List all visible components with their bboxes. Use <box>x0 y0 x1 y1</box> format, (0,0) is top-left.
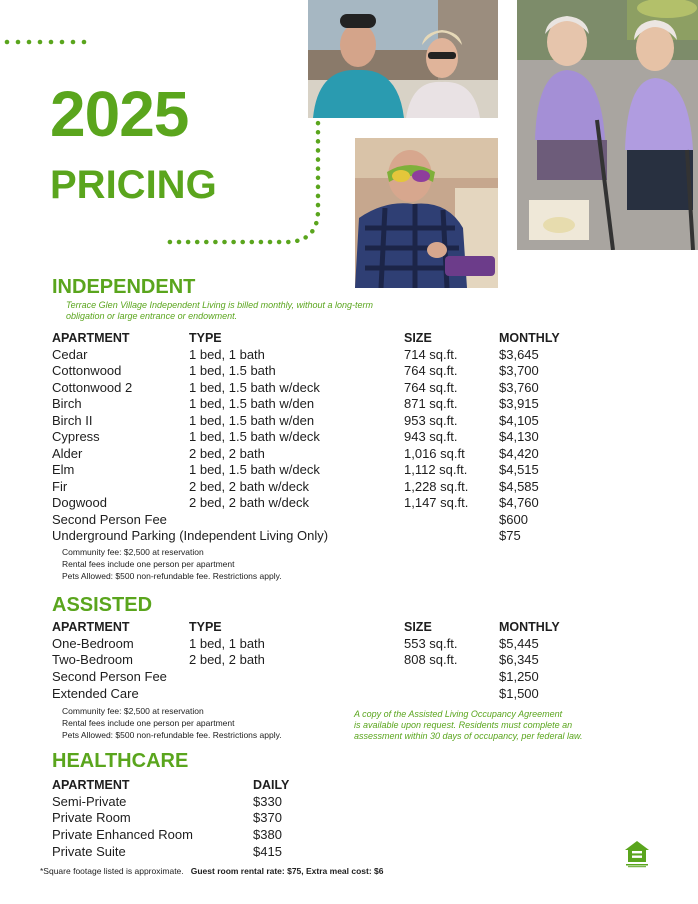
table-row-type: 1 bed, 1.5 bath w/deck <box>189 462 320 477</box>
table-row-apartment: Extended Care <box>52 686 139 701</box>
fee-note: Community fee: $2,500 at reservation <box>62 706 204 716</box>
table-row-type: 1 bed, 1 bath <box>189 636 265 651</box>
table-row-daily: $370 <box>253 810 282 825</box>
two-women-photo <box>517 0 698 250</box>
table-row-type: 2 bed, 2 bath <box>189 446 265 461</box>
table-row-daily: $415 <box>253 844 282 859</box>
dotted-connector <box>160 110 330 250</box>
table-row-monthly: $3,700 <box>499 363 539 378</box>
table-row-type: 1 bed, 1.5 bath w/den <box>189 396 315 411</box>
col-header-daily: DAILY <box>253 778 290 792</box>
col-header-type: TYPE <box>189 620 222 634</box>
table-row-apartment: Private Enhanced Room <box>52 827 193 842</box>
square-footage-note: *Square footage listed is approximate. <box>40 866 184 876</box>
table-row-apartment: Cottonwood <box>52 363 122 378</box>
table-row-monthly: $4,585 <box>499 479 539 494</box>
table-row-apartment: Dogwood <box>52 495 107 510</box>
table-row-size: 943 sq.ft. <box>404 429 458 444</box>
table-row-size: 1,112 sq.ft. <box>404 462 468 477</box>
table-row-size: 871 sq.ft. <box>404 396 458 411</box>
assisted-section-title: ASSISTED <box>52 594 153 616</box>
table-row-monthly: $6,345 <box>499 652 539 667</box>
table-row-apartment: Elm <box>52 462 75 477</box>
table-row-apartment: Second Person Fee <box>52 512 167 527</box>
col-header-size: SIZE <box>404 620 432 634</box>
table-row-size: 764 sq.ft. <box>404 380 458 395</box>
col-header-size: SIZE <box>404 331 432 345</box>
table-row-size: 1,147 sq.ft. <box>404 495 469 510</box>
table-row-daily: $330 <box>253 794 282 809</box>
table-row-monthly: $75 <box>499 528 521 543</box>
footer-note <box>40 866 384 876</box>
fee-note: Rental fees include one person per apartment <box>62 718 235 728</box>
agreement-line: assessment within 30 days of occupancy, per federal law. <box>354 731 583 741</box>
col-header-monthly: MONTHLY <box>499 331 560 345</box>
equal-housing-opportunity-icon <box>622 838 652 868</box>
table-row-type: 2 bed, 2 bath w/deck <box>189 479 309 494</box>
table-row-monthly: $1,500 <box>499 686 539 701</box>
fee-note: Rental fees include one person per apartment <box>62 559 235 569</box>
col-header-apartment: APARTMENT <box>52 620 130 634</box>
col-header-apartment: APARTMENT <box>52 778 130 792</box>
table-row-apartment: Private Suite <box>52 844 126 859</box>
man-mask-photo <box>355 138 498 288</box>
table-row-monthly: $4,105 <box>499 413 539 428</box>
table-row-size: 553 sq.ft. <box>404 636 458 651</box>
table-row-apartment: Semi-Private <box>52 794 127 809</box>
couple-photo <box>308 0 498 118</box>
col-header-apartment: APARTMENT <box>52 331 130 345</box>
intro-line: obligation or large entrance or endowment. <box>66 311 238 321</box>
table-row-type: 1 bed, 1.5 bath w/deck <box>189 380 320 395</box>
assisted-notes <box>62 705 282 741</box>
table-row-apartment: Private Room <box>52 810 131 825</box>
table-row-type: 1 bed, 1.5 bath w/deck <box>189 429 320 444</box>
table-row-monthly: $3,915 <box>499 396 539 411</box>
table-row-type: 1 bed, 1.5 bath w/den <box>189 413 315 428</box>
agreement-note <box>354 709 582 742</box>
table-row-apartment: Two-Bedroom <box>52 652 133 667</box>
table-row-monthly: $4,515 <box>499 462 539 477</box>
table-row-apartment: Cypress <box>52 429 100 444</box>
table-row-monthly: $3,645 <box>499 347 539 362</box>
col-header-monthly: MONTHLY <box>499 620 560 634</box>
table-row-apartment: One-Bedroom <box>52 636 134 651</box>
table-row-type: 1 bed, 1 bath <box>189 347 265 362</box>
table-row-monthly: $4,760 <box>499 495 539 510</box>
pricing-title: PRICING <box>50 163 217 207</box>
table-row-type: 2 bed, 2 bath <box>189 652 265 667</box>
guest-room-note: Guest room rental rate: $75, Extra meal cost: $6 <box>190 866 384 876</box>
table-row-monthly: $5,445 <box>499 636 539 651</box>
intro-line: Terrace Glen Village Independent Living is billed monthly, without a long-term <box>66 300 374 310</box>
table-row-monthly: $3,760 <box>499 380 539 395</box>
table-row-type: 1 bed, 1.5 bath <box>189 363 276 378</box>
agreement-line: is available upon request. Residents must complete an <box>354 720 573 730</box>
fee-note: Pets Allowed: $500 non-refundable fee. Restrictions apply. <box>62 730 282 740</box>
col-header-type: TYPE <box>189 331 222 345</box>
table-row-apartment: Birch <box>52 396 82 411</box>
table-row-apartment: Cottonwood 2 <box>52 380 133 395</box>
table-row-apartment: Alder <box>52 446 83 461</box>
table-row-size: 1,016 sq.ft <box>404 446 465 461</box>
table-row-size: 714 sq.ft. <box>404 347 458 362</box>
table-row-apartment: Second Person Fee <box>52 669 167 684</box>
table-row-size: 764 sq.ft. <box>404 363 458 378</box>
agreement-line: A copy of the Assisted Living Occupancy Agreement <box>354 709 563 719</box>
table-row-monthly: $4,420 <box>499 446 539 461</box>
table-row-size: 808 sq.ft. <box>404 652 458 667</box>
table-row-apartment: Fir <box>52 479 68 494</box>
table-row-daily: $380 <box>253 827 282 842</box>
table-row-size: 1,228 sq.ft. <box>404 479 469 494</box>
table-row-monthly: $4,130 <box>499 429 539 444</box>
table-row-apartment: Underground Parking (Independent Living Only) <box>52 528 329 543</box>
fee-note: Community fee: $2,500 at reservation <box>62 547 204 557</box>
table-row-apartment: Birch II <box>52 413 93 428</box>
independent-section-title: INDEPENDENT <box>52 276 196 298</box>
table-row-type: 2 bed, 2 bath w/deck <box>189 495 309 510</box>
healthcare-section-title: HEALTHCARE <box>52 750 189 772</box>
table-row-size: 953 sq.ft. <box>404 413 458 428</box>
fee-note: Pets Allowed: $500 non-refundable fee. Restrictions apply. <box>62 571 282 581</box>
decorative-dots <box>4 39 92 45</box>
table-row-monthly: $600 <box>499 512 528 527</box>
table-row-monthly: $1,250 <box>499 669 539 684</box>
independent-intro <box>66 300 373 322</box>
table-row-apartment: Cedar <box>52 347 88 362</box>
pricing-year: 2025 <box>50 78 189 150</box>
independent-notes <box>62 546 282 582</box>
